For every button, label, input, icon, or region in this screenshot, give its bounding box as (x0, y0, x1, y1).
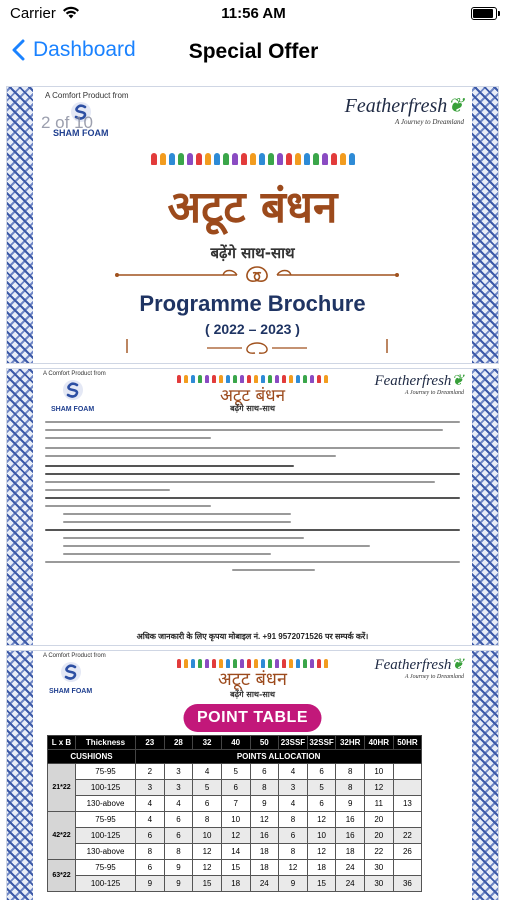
points-cell: 5 (307, 780, 336, 796)
points-cell: 6 (307, 764, 336, 780)
featherfresh-wordmark: Featherfresh (374, 657, 452, 673)
leaf-icon: ❦ (447, 95, 464, 117)
points-cell: 22 (393, 828, 422, 844)
sham-foam-name: SHAM FOAM (49, 688, 93, 695)
points-cell: 3 (164, 764, 193, 780)
points-cell: 26 (393, 844, 422, 860)
featherfresh-tagline: A Journey to Dreamland (394, 118, 464, 126)
page-counter: 2 of 10 (41, 113, 93, 132)
points-cell: 15 (193, 876, 222, 892)
points-cell: 10 (221, 812, 250, 828)
points-cell: 15 (307, 876, 336, 892)
points-cell: 18 (336, 844, 365, 860)
points-cell: 2 (136, 764, 165, 780)
points-cell: 6 (164, 828, 193, 844)
point-table-header-cell: Thickness (76, 736, 136, 750)
cushion-size-cell: 63*22 (48, 860, 76, 892)
points-cell: 9 (336, 796, 365, 812)
points-cell: 3 (279, 780, 308, 796)
point-table-header-cell: 50 (250, 736, 279, 750)
points-cell: 4 (193, 764, 222, 780)
point-table-header-cell: 32 (193, 736, 222, 750)
thickness-cell: 100-125 (76, 780, 136, 796)
battery-icon (471, 7, 497, 20)
sham-foam-name: SHAM FOAM (53, 128, 109, 138)
points-cell: 14 (221, 844, 250, 860)
points-cell: 10 (365, 764, 394, 780)
points-cell: 36 (393, 876, 422, 892)
points-cell: 8 (279, 844, 308, 860)
points-cell: 12 (193, 860, 222, 876)
thickness-cell: 75-95 (76, 764, 136, 780)
points-cell: 6 (164, 812, 193, 828)
back-button[interactable] (12, 38, 136, 62)
points-cell: 6 (193, 796, 222, 812)
comfort-product-label: A Comfort Product from (43, 653, 106, 659)
thickness-cell: 130-above (76, 844, 136, 860)
points-cell: 11 (365, 796, 394, 812)
point-table-header-cell: L x B (48, 736, 76, 750)
points-cell (393, 780, 422, 796)
page-border-left (7, 369, 33, 645)
leaf-icon: ❦ (451, 657, 464, 673)
point-table-header-cell: 40 (221, 736, 250, 750)
table-row (48, 796, 451, 812)
thickness-cell: 100-125 (76, 876, 136, 892)
hindi-subtitle: बढ़ेंगे साथ-साथ (230, 404, 275, 413)
cushions-header: CUSHIONS (48, 750, 136, 764)
points-cell: 9 (279, 876, 308, 892)
points-cell: 4 (279, 764, 308, 780)
points-cell: 30 (365, 876, 394, 892)
brochure-body-text (45, 421, 460, 577)
featherfresh-logo (345, 93, 464, 126)
points-cell: 24 (336, 860, 365, 876)
back-button-label: Dashboard (33, 38, 136, 61)
cushion-size-cell: 42*22 (48, 812, 76, 860)
table-row (48, 860, 451, 876)
point-table-header-cell: 23SSF (279, 736, 308, 750)
programme-years: ( 2022 – 2023 ) (205, 321, 300, 337)
chevron-left-icon (12, 39, 25, 61)
point-table-header-cell: 32SSF (307, 736, 336, 750)
points-cell: 22 (365, 844, 394, 860)
points-cell: 18 (250, 844, 279, 860)
sham-foam-name: SHAM FOAM (51, 406, 95, 413)
points-cell: 6 (136, 860, 165, 876)
page-border-right (472, 651, 498, 900)
points-cell: 13 (393, 796, 422, 812)
table-row (48, 764, 451, 780)
points-cell: 18 (307, 860, 336, 876)
points-cell: 12 (193, 844, 222, 860)
page-border-left (7, 87, 33, 363)
points-cell: 7 (221, 796, 250, 812)
ornament-bottom-icon (107, 337, 407, 357)
featherfresh-logo (374, 371, 464, 396)
status-bar (0, 0, 507, 28)
points-cell: 9 (136, 876, 165, 892)
points-cell: 30 (365, 860, 394, 876)
page-border-left (7, 651, 33, 900)
points-cell: 20 (365, 812, 394, 828)
page-border-right (472, 369, 498, 645)
point-table-title: POINT TABLE (183, 704, 322, 732)
points-cell: 16 (250, 828, 279, 844)
point-table-header-cell: 50HR (393, 736, 422, 750)
points-cell (393, 764, 422, 780)
featherfresh-wordmark: Featherfresh (344, 95, 448, 117)
points-cell: 9 (250, 796, 279, 812)
carrier-label: Carrier (10, 5, 56, 22)
clock: 11:56 AM (221, 5, 286, 22)
points-allocation-header: POINTS ALLOCATION (136, 750, 422, 764)
brochure-page-1[interactable] (6, 86, 499, 364)
points-cell: 5 (193, 780, 222, 796)
points-cell: 12 (365, 780, 394, 796)
points-cell: 10 (307, 828, 336, 844)
cushion-size-cell: 21*22 (48, 764, 76, 812)
point-table-header-cell: 32HR (336, 736, 365, 750)
comfort-product-label: A Comfort Product from (45, 91, 129, 100)
hindi-title: अटूट बंधन (167, 182, 338, 233)
points-cell (393, 860, 422, 876)
points-cell: 8 (279, 812, 308, 828)
points-cell: 9 (164, 860, 193, 876)
points-cell: 16 (336, 812, 365, 828)
page-border-right (472, 87, 498, 363)
points-cell: 3 (136, 780, 165, 796)
points-cell: 8 (193, 812, 222, 828)
points-cell: 20 (365, 828, 394, 844)
points-cell: 8 (336, 764, 365, 780)
points-cell: 8 (136, 844, 165, 860)
point-table-header-cell: 40HR (365, 736, 394, 750)
points-cell: 8 (164, 844, 193, 860)
featherfresh-wordmark: Featherfresh (374, 373, 452, 389)
featherfresh-tagline: A Journey to Dreamland (404, 390, 464, 396)
comfort-product-label: A Comfort Product from (43, 371, 106, 377)
points-cell: 12 (307, 844, 336, 860)
thickness-cell: 75-95 (76, 860, 136, 876)
table-row (48, 844, 451, 860)
featherfresh-tagline: A Journey to Dreamland (404, 674, 464, 680)
points-cell: 4 (279, 796, 308, 812)
table-row (48, 828, 451, 844)
points-cell: 6 (279, 828, 308, 844)
points-cell: 18 (250, 860, 279, 876)
points-cell: 18 (221, 876, 250, 892)
thickness-cell: 75-95 (76, 812, 136, 828)
thickness-cell: 130-above (76, 796, 136, 812)
points-cell: 4 (164, 796, 193, 812)
points-cell: 10 (193, 828, 222, 844)
ornament-divider-icon (107, 263, 407, 287)
points-cell: 15 (221, 860, 250, 876)
point-table-header-cell: 23 (136, 736, 165, 750)
points-cell: 5 (221, 764, 250, 780)
points-cell: 3 (164, 780, 193, 796)
point-table-subheader-row (48, 750, 451, 764)
points-cell: 6 (250, 764, 279, 780)
table-row (48, 780, 451, 796)
navigation-bar (0, 28, 507, 78)
table-row (48, 876, 451, 892)
points-cell: 6 (307, 796, 336, 812)
points-cell: 12 (221, 828, 250, 844)
points-cell: 16 (336, 828, 365, 844)
point-table-header-cell: 28 (164, 736, 193, 750)
point-table-header-row (48, 736, 451, 750)
points-cell: 12 (279, 860, 308, 876)
contact-line: अधिक जानकारी के लिए कृपया मोबाइल नं. +91 9572071526 पर सम्पर्क करें। (136, 632, 369, 641)
hindi-subtitle: बढ़ेंगे साथ-साथ (230, 690, 275, 699)
points-cell: 24 (336, 876, 365, 892)
featherfresh-logo (374, 655, 464, 680)
page-title: Special Offer (188, 40, 319, 63)
people-chain-icon (37, 153, 468, 165)
points-cell: 6 (221, 780, 250, 796)
points-cell: 6 (136, 828, 165, 844)
points-cell: 4 (136, 796, 165, 812)
programme-brochure-heading: Programme Brochure (139, 291, 366, 316)
points-cell: 8 (250, 780, 279, 796)
points-cell (393, 812, 422, 828)
hindi-subtitle: बढ़ेंगे साथ-साथ (210, 244, 295, 262)
points-cell: 9 (164, 876, 193, 892)
points-cell: 8 (336, 780, 365, 796)
leaf-icon: ❦ (451, 373, 464, 389)
brochure-page-2[interactable] (6, 368, 499, 646)
hindi-title: अटूट बंधन (219, 386, 286, 406)
points-cell: 24 (250, 876, 279, 892)
points-cell: 12 (307, 812, 336, 828)
points-cell: 12 (250, 812, 279, 828)
point-table (47, 735, 451, 892)
brochure-page-3[interactable] (6, 650, 499, 900)
points-cell: 4 (136, 812, 165, 828)
table-row (48, 812, 451, 828)
thickness-cell: 100-125 (76, 828, 136, 844)
hindi-title: अटूट बंधन (218, 669, 287, 690)
